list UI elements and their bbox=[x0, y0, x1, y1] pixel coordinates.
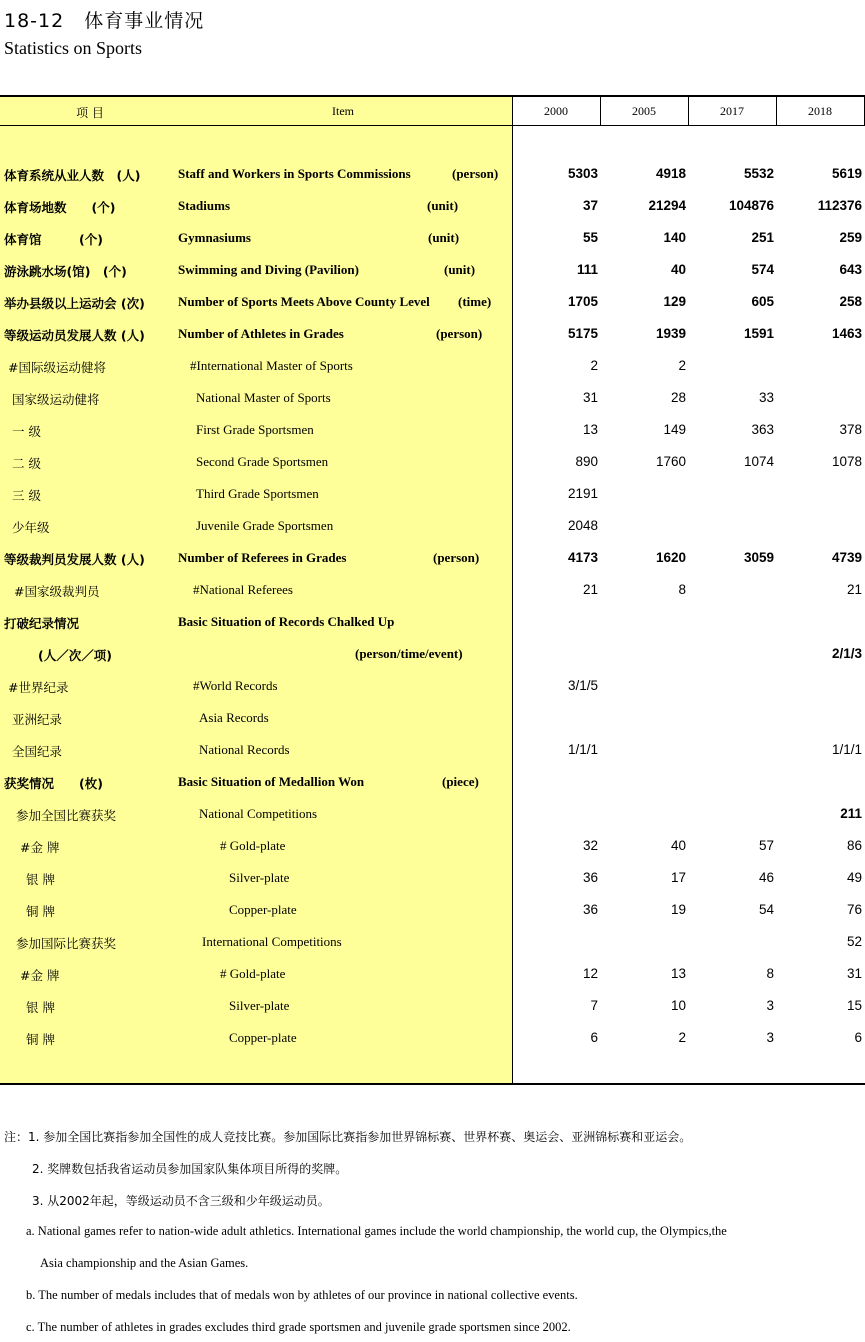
table-row bbox=[0, 158, 865, 190]
value-cell-2018: 4739 bbox=[831, 550, 862, 565]
row-label-cn: 参加全国比赛获奖 bbox=[16, 808, 117, 823]
row-label-en: #International Master of Sports bbox=[190, 358, 353, 373]
value-cell-2018: 258 bbox=[839, 294, 862, 309]
value-cell-2005: 1620 bbox=[655, 550, 686, 565]
footnote: b. The number of medals includes that of medals won by athletes of our province in national collective events. bbox=[26, 1288, 578, 1302]
row-label-en: Copper-plate bbox=[229, 902, 297, 917]
row-label-en: Silver-plate bbox=[229, 998, 290, 1013]
value-cell-2018: 31 bbox=[846, 966, 862, 981]
table-row bbox=[0, 478, 865, 510]
table-row bbox=[0, 638, 865, 670]
row-label-en: Number of Sports Meets Above County Level bbox=[178, 294, 430, 309]
value-cell-2017: 1074 bbox=[743, 454, 774, 469]
value-cell-2017: 363 bbox=[751, 422, 774, 437]
table-row bbox=[0, 734, 865, 766]
footnote: 注：1. 参加全国比赛指参加全国性的成人竞技比赛。参加国际比赛指参加世界锦标赛、世界杯赛、奥运会、亚洲锦标赛和亚运会。 bbox=[4, 1130, 692, 1144]
value-cell-2017: 104876 bbox=[728, 198, 774, 213]
value-cell-2017: 574 bbox=[751, 262, 774, 277]
value-cell-2000: 111 bbox=[576, 262, 598, 277]
row-label-cn: 举办县级以上运动会 (次) bbox=[4, 296, 145, 311]
value-cell-2018: 1463 bbox=[831, 326, 862, 341]
row-label-cn: #国家级裁判员 bbox=[14, 584, 100, 599]
value-cell-2018: 643 bbox=[839, 262, 862, 277]
value-cell-2000: 55 bbox=[582, 230, 598, 245]
header-item-cn: 项 目 bbox=[76, 106, 104, 120]
value-cell-2005: 4918 bbox=[655, 166, 686, 181]
value-cell-2000: 37 bbox=[582, 198, 598, 213]
table-row bbox=[0, 254, 865, 286]
value-cell-2018: 2/1/3 bbox=[831, 646, 862, 661]
row-label-en: Asia Records bbox=[199, 710, 269, 725]
row-label-en: Gymnasiums bbox=[178, 230, 251, 245]
value-cell-2005: 8 bbox=[678, 582, 686, 597]
row-unit: (person) bbox=[436, 326, 483, 341]
value-cell-2000: 6 bbox=[590, 1030, 598, 1045]
value-cell-2018: 5619 bbox=[831, 166, 862, 181]
table-row bbox=[0, 862, 865, 894]
row-label-en: Silver-plate bbox=[229, 870, 290, 885]
table-row bbox=[0, 318, 865, 350]
table-row bbox=[0, 1022, 865, 1054]
value-cell-2017: 33 bbox=[758, 390, 774, 405]
row-unit: (person/time/event) bbox=[355, 646, 463, 661]
row-label-cn: 银 牌 bbox=[26, 872, 55, 887]
value-cell-2005: 10 bbox=[670, 998, 686, 1013]
value-cell-2000: 21 bbox=[582, 582, 598, 597]
row-label-cn: 二 级 bbox=[12, 456, 41, 471]
table-row bbox=[0, 894, 865, 926]
row-label-en: First Grade Sportsmen bbox=[196, 422, 314, 437]
row-label-en: #World Records bbox=[193, 678, 278, 693]
value-cell-2018: 1/1/1 bbox=[831, 742, 862, 757]
row-unit: (time) bbox=[458, 294, 492, 309]
row-label-cn: 获奖情况 (枚) bbox=[4, 776, 103, 791]
row-label-en: Number of Referees in Grades bbox=[178, 550, 347, 565]
value-cell-2017: 8 bbox=[766, 966, 774, 981]
row-unit: (unit) bbox=[428, 230, 460, 245]
value-cell-2017: 1591 bbox=[743, 326, 774, 341]
value-cell-2017: 3 bbox=[766, 1030, 774, 1045]
table-row bbox=[0, 222, 865, 254]
value-cell-2018: 86 bbox=[846, 838, 862, 853]
row-unit: (unit) bbox=[427, 198, 459, 213]
table-row bbox=[0, 702, 865, 734]
table-row bbox=[0, 510, 865, 542]
value-cell-2005: 149 bbox=[663, 422, 686, 437]
value-cell-2005: 40 bbox=[670, 838, 686, 853]
value-cell-2005: 40 bbox=[670, 262, 686, 277]
value-cell-2000: 32 bbox=[582, 838, 598, 853]
table-row bbox=[0, 286, 865, 318]
row-label-en: National Competitions bbox=[199, 806, 318, 821]
footnote: 2. 奖牌数包括我省运动员参加国家队集体项目所得的奖牌。 bbox=[32, 1162, 348, 1176]
row-label-cn: 少年级 bbox=[12, 520, 50, 535]
row-unit: (piece) bbox=[442, 774, 479, 789]
value-cell-2005: 2 bbox=[678, 358, 686, 373]
value-cell-2017: 46 bbox=[758, 870, 774, 885]
row-label-cn: 全国纪录 bbox=[12, 744, 63, 759]
value-cell-2000: 2 bbox=[590, 358, 598, 373]
value-cell-2000: 2048 bbox=[567, 518, 598, 533]
table-row bbox=[0, 446, 865, 478]
row-label-cn: 等级裁判员发展人数 (人) bbox=[4, 552, 145, 567]
footnote: Asia championship and the Asian Games. bbox=[40, 1256, 249, 1270]
value-cell-2005: 13 bbox=[670, 966, 686, 981]
row-label-en: National Records bbox=[199, 742, 290, 757]
value-cell-2018: 112376 bbox=[817, 198, 862, 213]
row-label-en: Staff and Workers in Sports Commissions bbox=[178, 166, 411, 181]
table-row bbox=[0, 798, 865, 830]
row-label-en: # Gold-plate bbox=[220, 966, 286, 981]
table-row bbox=[0, 606, 865, 638]
value-cell-2018: 211 bbox=[840, 806, 862, 821]
table-row bbox=[0, 382, 865, 414]
value-cell-2000: 2191 bbox=[567, 486, 598, 501]
value-cell-2000: 31 bbox=[582, 390, 598, 405]
value-cell-2017: 251 bbox=[751, 230, 774, 245]
table-row bbox=[0, 830, 865, 862]
table-title-cn: 18-12 体育事业情况 bbox=[4, 10, 205, 32]
table-row bbox=[0, 350, 865, 382]
header-rule bbox=[0, 125, 865, 126]
row-unit: (person) bbox=[452, 166, 499, 181]
row-label-cn: 国家级运动健将 bbox=[12, 392, 100, 407]
value-cell-2018: 76 bbox=[846, 902, 862, 917]
value-cell-2018: 49 bbox=[846, 870, 862, 885]
value-cell-2000: 36 bbox=[582, 870, 598, 885]
value-cell-2005: 129 bbox=[663, 294, 686, 309]
row-label-cn: 一 级 bbox=[12, 424, 41, 439]
row-label-cn: 参加国际比赛获奖 bbox=[16, 936, 117, 951]
value-cell-2017: 3 bbox=[766, 998, 774, 1013]
value-cell-2005: 21294 bbox=[648, 198, 686, 213]
row-label-en: Basic Situation of Medallion Won bbox=[178, 774, 365, 789]
value-cell-2000: 5175 bbox=[567, 326, 598, 341]
row-label-cn: 体育馆 (个) bbox=[4, 232, 103, 247]
row-label-cn: 体育场地数 (个) bbox=[4, 200, 116, 215]
table-row bbox=[0, 574, 865, 606]
header-year: 2005 bbox=[632, 104, 656, 118]
value-cell-2005: 19 bbox=[670, 902, 686, 917]
value-cell-2000: 4173 bbox=[567, 550, 598, 565]
row-label-en: Basic Situation of Records Chalked Up bbox=[178, 614, 395, 629]
value-cell-2018: 15 bbox=[846, 998, 862, 1013]
table-row bbox=[0, 414, 865, 446]
row-label-en: # Gold-plate bbox=[220, 838, 286, 853]
value-cell-2017: 5532 bbox=[743, 166, 774, 181]
value-cell-2018: 378 bbox=[839, 422, 862, 437]
row-label-en: International Competitions bbox=[202, 934, 342, 949]
header-item-en: Item bbox=[332, 104, 354, 118]
row-unit: (unit) bbox=[444, 262, 476, 277]
value-cell-2005: 28 bbox=[670, 390, 686, 405]
header-year: 2000 bbox=[544, 104, 568, 118]
value-cell-2000: 7 bbox=[590, 998, 598, 1013]
value-cell-2018: 6 bbox=[854, 1030, 862, 1045]
value-cell-2000: 1/1/1 bbox=[567, 742, 598, 757]
row-label-en: #National Referees bbox=[193, 582, 293, 597]
value-cell-2005: 140 bbox=[663, 230, 686, 245]
table-row bbox=[0, 766, 865, 798]
value-cell-2017: 3059 bbox=[743, 550, 774, 565]
value-cell-2018: 259 bbox=[839, 230, 862, 245]
row-label-cn: #国际级运动健将 bbox=[8, 360, 106, 375]
row-label-en: National Master of Sports bbox=[196, 390, 331, 405]
row-label-en: Juvenile Grade Sportsmen bbox=[196, 518, 334, 533]
row-label-cn: 游泳跳水场(馆) (个) bbox=[4, 264, 127, 279]
row-label-en: Stadiums bbox=[178, 198, 231, 213]
row-label-cn: 等级运动员发展人数 (人) bbox=[4, 328, 145, 343]
value-cell-2000: 890 bbox=[575, 454, 598, 469]
header-year: 2018 bbox=[808, 104, 832, 118]
row-unit: (person) bbox=[433, 550, 480, 565]
value-cell-2005: 17 bbox=[670, 870, 686, 885]
value-cell-2018: 21 bbox=[846, 582, 862, 597]
value-cell-2000: 3/1/5 bbox=[567, 678, 598, 693]
row-label-en: Copper-plate bbox=[229, 1030, 297, 1045]
table-row bbox=[0, 670, 865, 702]
value-cell-2000: 5303 bbox=[567, 166, 598, 181]
row-label-en: Number of Athletes in Grades bbox=[178, 326, 344, 341]
footnote: 3. 从2002年起，等级运动员不含三级和少年级运动员。 bbox=[32, 1194, 330, 1208]
value-cell-2017: 605 bbox=[751, 294, 774, 309]
row-label-cn: #金 牌 bbox=[20, 840, 60, 855]
footnote: a. National games refer to nation-wide adult athletics. International games include the world championship, the world cup, the Olympics,the bbox=[26, 1224, 727, 1238]
table-row bbox=[0, 990, 865, 1022]
value-cell-2000: 1705 bbox=[567, 294, 598, 309]
row-label-cn: 亚洲纪录 bbox=[12, 712, 63, 727]
value-cell-2005: 1760 bbox=[655, 454, 686, 469]
row-label-en: Swimming and Diving (Pavilion) bbox=[178, 262, 359, 277]
table-row bbox=[0, 190, 865, 222]
table-row bbox=[0, 542, 865, 574]
value-cell-2017: 54 bbox=[758, 902, 774, 917]
table-row bbox=[0, 926, 865, 958]
top-rule bbox=[0, 95, 865, 97]
footnote: c. The number of athletes in grades excludes third grade sportsmen and juvenile grade sportsmen since 2002. bbox=[26, 1320, 571, 1334]
header-year: 2017 bbox=[720, 104, 744, 118]
value-cell-2018: 1078 bbox=[831, 454, 862, 469]
value-cell-2000: 36 bbox=[582, 902, 598, 917]
value-cell-2000: 13 bbox=[582, 422, 598, 437]
row-label-cn: 三 级 bbox=[12, 488, 41, 503]
row-label-cn: 打破纪录情况 bbox=[4, 616, 80, 631]
row-label-cn: #金 牌 bbox=[20, 968, 60, 983]
value-cell-2005: 2 bbox=[678, 1030, 686, 1045]
value-cell-2005: 1939 bbox=[655, 326, 686, 341]
row-label-cn: (人／次／项) bbox=[38, 648, 112, 663]
row-label-cn: 体育系统从业人数 (人) bbox=[4, 168, 141, 183]
bottom-rule bbox=[0, 1083, 865, 1085]
row-label-cn: 铜 牌 bbox=[26, 904, 55, 919]
row-label-cn: 银 牌 bbox=[26, 1000, 55, 1015]
row-label-en: Second Grade Sportsmen bbox=[196, 454, 329, 469]
value-cell-2017: 57 bbox=[758, 838, 774, 853]
row-label-cn: 铜 牌 bbox=[26, 1032, 55, 1047]
row-label-en: Third Grade Sportsmen bbox=[196, 486, 319, 501]
row-label-cn: #世界纪录 bbox=[8, 680, 69, 695]
value-cell-2000: 12 bbox=[582, 966, 598, 981]
value-cell-2018: 52 bbox=[846, 934, 862, 949]
table-title-en: Statistics on Sports bbox=[4, 38, 143, 58]
table-row bbox=[0, 958, 865, 990]
